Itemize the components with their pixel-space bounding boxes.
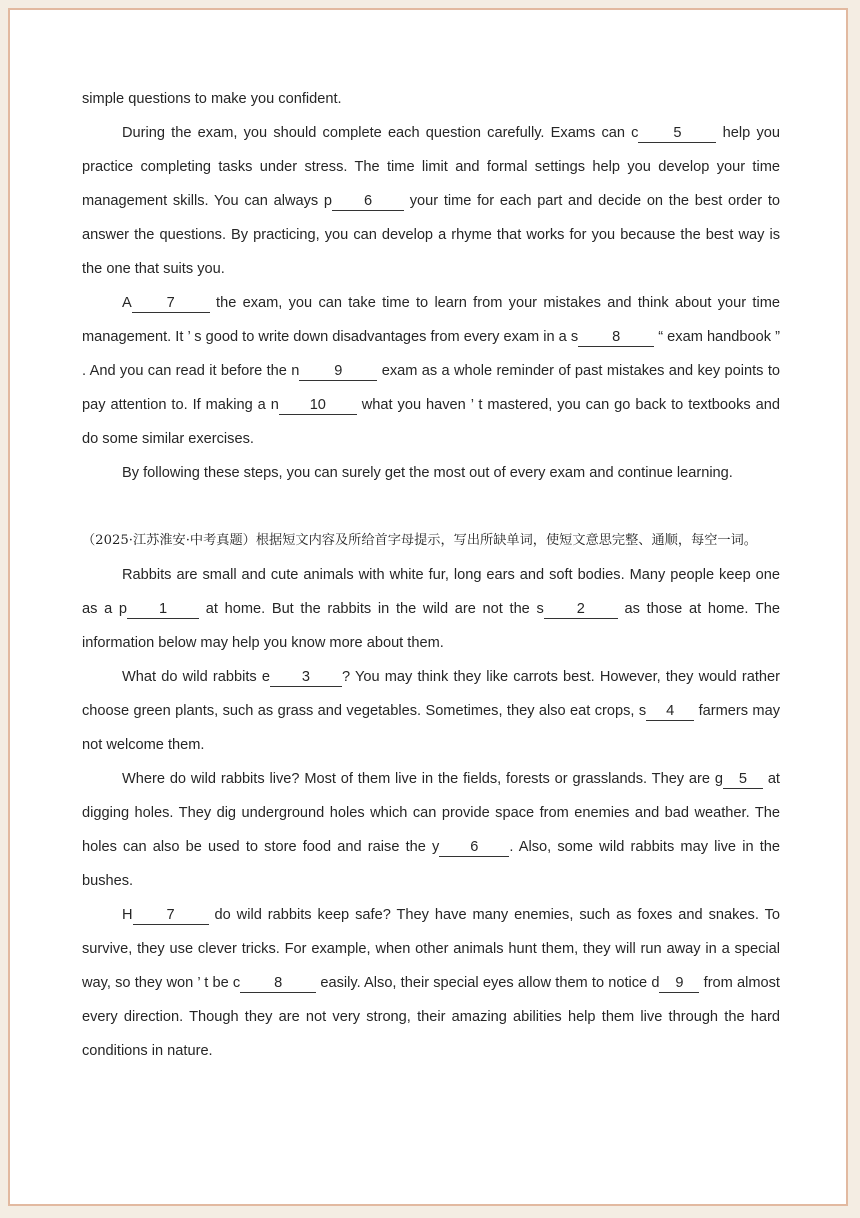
passage1-paragraph-3: By following these steps, you can surely get the most out of every exam and continue learning. [122,465,733,481]
passage2-paragraph-3: Where do wild rabbits live? Most of them live in the fields, forests or grasslands. They are g 5 at digging holes. They dig underground holes which can provide space from enemies and bad weather. The holes can also be used to store food and raise the y 6 . Also, some wild rabbits may live in the bushes. [82,771,780,889]
blank-10[interactable]: 10 [279,396,357,415]
blank-3[interactable]: 3 [270,668,342,687]
passage2-instruction: （2025·江苏淮安·中考真题）根据短文内容及所给首字母提示，写出所缺单词，使短文意思完整、通顺，每空一词。 [82,533,757,548]
blank-6[interactable]: 6 [439,838,509,857]
passage1-paragraph-2: A 7 the exam, you can take time to learn from your mistakes and think about your time management. It ’ s good to write down disadvantages from every exam in a s 8 “ exam handbook ” . And you can read it before the n 9 exam as a whole reminder of past mistakes and key points to pay attention to. If making a n 10 what you haven ’ t mastered, you can go back to textbooks and do some similar exercises. [82,295,780,447]
passage2-paragraph-2: What do wild rabbits e 3 ? You may think they like carrots best. However, they would rather choose green plants, such as grass and vegetables. Sometimes, they also eat crops, s 4 farmers may not welcome them. [82,669,780,753]
blank-6[interactable]: 6 [332,192,404,211]
passage2-paragraph-4: H 7 do wild rabbits keep safe? They have many enemies, such as foxes and snakes. To survive, they use clever tricks. For example, when other animals hunt them, they will run away in a special way, so they won ’ t be c 8 easily. Also, their special eyes allow them to notice d 9 from almost every direction. Though they are not very strong, their amazing abilities help them live through the hard conditions in nature. [82,907,780,1059]
passage1-paragraph-0: simple questions to make you confident. [82,91,342,107]
section-gap [82,490,780,524]
blank-7[interactable]: 7 [133,906,209,925]
blank-5[interactable]: 5 [723,770,763,789]
blank-9[interactable]: 9 [299,362,377,381]
blank-9[interactable]: 9 [659,974,699,993]
blank-8[interactable]: 8 [578,328,654,347]
passage1-paragraph-1: During the exam, you should complete each question carefully. Exams can c 5 help you practice completing tasks under stress. The time limit and formal settings help you develop your time management skills. You can always p 6 your time for each part and decide on the best order to answer the questions. By practicing, you can develop a rhyme that works for you because the best way is the one that suits you. [82,125,780,277]
blank-7[interactable]: 7 [132,294,210,313]
passage2-paragraph-1: Rabbits are small and cute animals with white fur, long ears and soft bodies. Many people keep one as a p 1 at home. But the rabbits in the wild are not the s 2 as those at home. The information below may help you know more about them. [82,567,780,651]
document-body [82,82,780,1068]
blank-2[interactable]: 2 [544,600,618,619]
blank-4[interactable]: 4 [646,702,694,721]
blank-5[interactable]: 5 [638,124,716,143]
blank-8[interactable]: 8 [240,974,316,993]
blank-1[interactable]: 1 [127,600,199,619]
